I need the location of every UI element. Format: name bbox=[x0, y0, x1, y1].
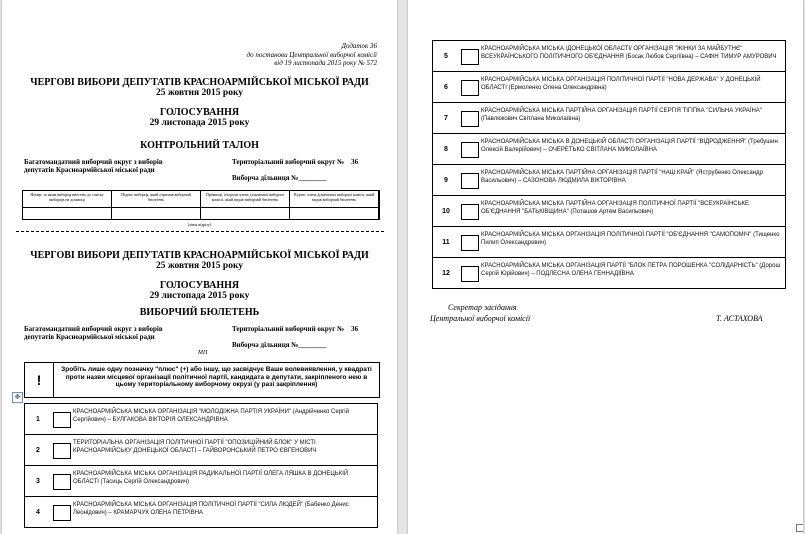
ballot-row-number: 10 bbox=[442, 207, 450, 215]
stub-district-right bbox=[232, 158, 358, 166]
annex-line-3: від 19 листопада 2015 року № 572 bbox=[274, 59, 377, 67]
ballot-checkbox[interactable] bbox=[461, 266, 479, 282]
stub-district-left: Багатомандатний виборчий округ з виборів депутатів Красноармійської міської ради bbox=[24, 158, 163, 174]
ballot-row bbox=[432, 103, 786, 134]
ballot-row-text: КРАСНОАРМІЙСЬКА МІСЬКА ОРГАНІЗАЦІЯ РАДИКАЛЬНОЇ ПАРТІЇ ОЛЕГА ЛЯШКА В ДОНЕЦЬКІЙ ОБЛАСТІ (Тасиць Сергій Олександрович) bbox=[73, 471, 349, 485]
ballot-district-left: Багатомандатний виборчий округ з виборів депутатів Красноармійської міської ради bbox=[24, 325, 163, 341]
ballot-list-page-1 bbox=[24, 403, 378, 528]
stub-station: Виборча дільниця №________ bbox=[232, 174, 327, 182]
ballot-voting-date: 29 листопада 2015 року bbox=[149, 291, 250, 301]
ballot-row bbox=[432, 196, 786, 227]
ballot-row-text: КРАСНОАРМІЙСЬКА МІСЬКА /ДОНЕЦЬКОЇ ОБЛАСТІ/ ОРГАНІЗАЦІЯ "ЖІНКИ ЗА МАЙБУТНЄ" ВСЕУКРАЇНСЬКОГО ПОЛІТИЧНОГО ОБ'ЄДНАННЯ (Босак Любов Сергіївна) – САФІН ТИМУР АМУРОВИЧ bbox=[481, 46, 777, 60]
ballot-row-number: 6 bbox=[444, 83, 448, 91]
ballot-checkbox[interactable] bbox=[53, 443, 71, 459]
ballot-row bbox=[432, 72, 786, 103]
stub-signature-row bbox=[23, 207, 379, 208]
ballot-row bbox=[432, 258, 786, 289]
ballot-checkbox[interactable] bbox=[461, 142, 479, 158]
cut-line bbox=[16, 231, 384, 232]
stub-doc-name: КОНТРОЛЬНИЙ ТАЛОН bbox=[140, 140, 259, 151]
ballot-row-number: 4 bbox=[36, 508, 40, 516]
page-1 bbox=[2, 0, 397, 534]
ballot-voting: ГОЛОСУВАННЯ bbox=[159, 280, 240, 291]
ballot-list-page-2 bbox=[432, 40, 786, 289]
ballot-doc-name: ВИБОРЧИЙ БЮЛЕТЕНЬ bbox=[139, 307, 260, 318]
ballot-row-number: 5 bbox=[444, 52, 448, 60]
signature-name: Т. АСТАХОВА bbox=[716, 314, 763, 323]
ballot-checkbox[interactable] bbox=[461, 235, 479, 251]
ballot-checkbox[interactable] bbox=[53, 412, 71, 428]
stub-district-right-num: 36 bbox=[351, 158, 359, 166]
cut-note: (лінія відрізу) bbox=[187, 222, 212, 227]
annex-line-2: до постанови Центральної виборчої комісії bbox=[246, 50, 377, 59]
ballot-row-number: 9 bbox=[444, 176, 448, 184]
stub-col-2: Підпис виборця, який отримав виборчий бюлетень bbox=[112, 191, 201, 219]
ballot-row bbox=[432, 165, 786, 196]
ballot-row-text: КРАСНОАРМІЙСЬКА МІСЬКА ОРГАНІЗАЦІЯ ПОЛІТИЧНОЇ ПАРТІЇ "ОБ'ЄДНАННЯ "САМОПОМІЧ" (Тищенко Пилип Олександрович) bbox=[481, 232, 780, 246]
ballot-date: 25 жовтня 2015 року bbox=[155, 261, 244, 271]
resize-handle[interactable] bbox=[796, 524, 803, 532]
annex-note bbox=[247, 42, 377, 68]
ballot-row-number: 8 bbox=[444, 145, 448, 153]
stub-voting-date: 29 листопада 2015 року bbox=[149, 118, 250, 128]
ballot-district-right-label: Територіальний виборчий округ № bbox=[232, 325, 345, 333]
ballot-row bbox=[432, 41, 786, 72]
ballot-row-text: КРАСНОАРМІЙСЬКА МІСЬКА ОРГАНІЗАЦІЯ ПАРТІЇ "БЛОК ПЕТРА ПОРОШЕНКА "СОЛІДАРНІСТЬ" (Дорош Сергій Юрійович) – ПОДЛЕСНА ОЛЕНА ГЕННАДІЇВНА bbox=[481, 263, 781, 277]
ballot-row bbox=[24, 497, 378, 528]
ballot-checkbox[interactable] bbox=[461, 173, 479, 189]
instruction-text: Зробіть лише одну позначку "плюс" (+) або іншу, що засвідчує Ваше волевиявлення, у квадраті проти назви місцевої організації політичної партії, кандидата в депутати, закріпленого нею в цьому територіальному виборчому окрузі (у разі закріплення) bbox=[61, 366, 372, 388]
ballot-row-number: 3 bbox=[36, 477, 40, 485]
exclamation-icon: ! bbox=[25, 363, 54, 397]
ballot-row bbox=[24, 404, 378, 435]
ballot-row-text: КРАСНОАРМІЙСЬКА МІСЬКА ПАРТІЙНА ОРГАНІЗАЦІЯ ПАРТІЇ "НАШ КРАЙ" (Яструбенко Олександр Васильович) – САЗОНОВА ЛЮДМИЛА ВІКТОРІВНА bbox=[481, 170, 763, 184]
ballot-row-text: КРАСНОАРМІЙСЬКА МІСЬКА ОРГАНІЗАЦІЯ ПОЛІТИЧНОЇ ПАРТІЇ "НОВА ДЕРЖАВА" У ДОНЕЦЬКІЙ ОБЛАСТІ (Ермоленко Олена Олександрівна) bbox=[481, 77, 761, 91]
ballot-checkbox[interactable] bbox=[461, 111, 479, 127]
stub-col-1: Номер, за яким виборця внесено до списку виборців на дільниці bbox=[23, 191, 112, 219]
page-2 bbox=[408, 0, 803, 534]
ballot-row bbox=[432, 227, 786, 258]
ballot-checkbox[interactable] bbox=[461, 204, 479, 220]
signature-title-2: Центральної виборчої комісії bbox=[430, 314, 531, 323]
ballot-row-text: ТЕРИТОРІАЛЬНА ОРГАНІЗАЦІЯ ПОЛІТИЧНОЇ ПАРТІЇ "ОПОЗИЦІЙНИЙ БЛОК" У МІСТІ КРАСНОАРМІЙСЬКУ ДОНЕЦЬКОЇ ОБЛАСТІ – ГАЙВОРОНСЬКИЙ ПЕТРО ЄВГЕНОВИЧ bbox=[73, 440, 317, 454]
stub-title: ЧЕРГОВІ ВИБОРИ ДЕПУТАТІВ КРАСНОАРМІЙСЬКОЇ МІСЬКОЇ РАДИ bbox=[30, 77, 369, 88]
ballot-row-number: 11 bbox=[442, 238, 450, 246]
ballot-row-number: 7 bbox=[444, 114, 448, 122]
annex-line-1: Додаток 36 bbox=[341, 42, 377, 50]
ballot-row-text: КРАСНОАРМІЙСЬКА МІСЬКА ПАРТІЙНА ОРГАНІЗАЦІЯ ПОЛІТИЧНОЇ ПАРТІЇ "ВСЕУКРАЇНСЬКЕ ОБ'ЄДНАННЯ "БАТЬКІВЩИНА" (Поташов Артем Васильович) bbox=[481, 201, 750, 215]
ballot-row-text: КРАСНОАРМІЙСЬКА МІСЬКА ОРГАНІЗАЦІЯ ПОЛІТИЧНОЇ ПАРТІЇ "СИЛА ЛЮДЕЙ" (Бабенко Денис Леонідович) – КРАМАРЧУК ОЛЕНА ПЕТРІВНА bbox=[73, 502, 349, 516]
ballot-row-number: 12 bbox=[442, 269, 450, 277]
stub-col-4: Підпис члена дільничної виборчої комісії, який видав виборчий бюлетень bbox=[290, 191, 379, 219]
ballot-row-number: 2 bbox=[36, 446, 40, 454]
ballot-checkbox[interactable] bbox=[53, 505, 71, 521]
signature-title-1: Секретар засідання bbox=[448, 303, 517, 312]
ballot-title: ЧЕРГОВІ ВИБОРИ ДЕПУТАТІВ КРАСНОАРМІЙСЬКОЇ МІСЬКОЇ РАДИ bbox=[30, 250, 369, 261]
stub-date: 25 жовтня 2015 року bbox=[155, 88, 244, 98]
ballot-district-right-num: 36 bbox=[351, 325, 359, 333]
ballot-checkbox[interactable] bbox=[461, 80, 479, 96]
ballot-row-number: 1 bbox=[36, 415, 40, 423]
ballot-district-right bbox=[232, 325, 358, 333]
ballot-row-text: КРАСНОАРМІЙСЬКА МІСЬКА В ДОНЕЦЬКІЙ ОБЛАСТІ ОРГАНІЗАЦІЯ ПАРТІЇ "ВІДРОДЖЕННЯ" (Требушин Олексій Валерійович) – ОЧЕРЕТЬКО СВІТЛАНА МИКОЛАЇВНА bbox=[481, 139, 778, 153]
stub-district-right-label: Територіальний виборчий округ № bbox=[232, 158, 345, 166]
ballot-checkbox[interactable] bbox=[461, 49, 479, 65]
control-stub-table bbox=[22, 190, 380, 220]
ballot-row-text: КРАСНОАРМІЙСЬКА МІСЬКА ПАРТІЙНА ОРГАНІЗАЦІЯ ПАРТІЇ СЕРГІЯ ТІГІПКА "СИЛЬНА УКРАЇНА" (Павлюкович Світлана Миколаївна) bbox=[481, 108, 762, 122]
ballot-row bbox=[24, 466, 378, 497]
ballot-row bbox=[24, 435, 378, 466]
stub-col-3: Прізвище, ініціали члена дільничної виборчої комісії, який видав виборчий бюлетень bbox=[201, 191, 290, 219]
mp-stamp: МП bbox=[198, 350, 208, 356]
instruction-box bbox=[24, 362, 380, 398]
ballot-checkbox[interactable] bbox=[53, 474, 71, 490]
stub-voting: ГОЛОСУВАННЯ bbox=[159, 107, 240, 118]
move-handle-icon[interactable]: ✥ bbox=[12, 392, 23, 403]
ballot-row-text: КРАСНОАРМІЙСЬКА МІСЬКА ОРГАНІЗАЦІЯ "МОЛОДІЖНА ПАРТІЯ УКРАЇНИ" (Андрійченко Сергій Сергійович) – БУЛГАКОВА ВІКТОРІЯ ОЛЕКСАНДРІВНА bbox=[73, 409, 349, 423]
ballot-row bbox=[432, 134, 786, 165]
ballot-station: Виборча дільниця №________ bbox=[232, 341, 327, 349]
